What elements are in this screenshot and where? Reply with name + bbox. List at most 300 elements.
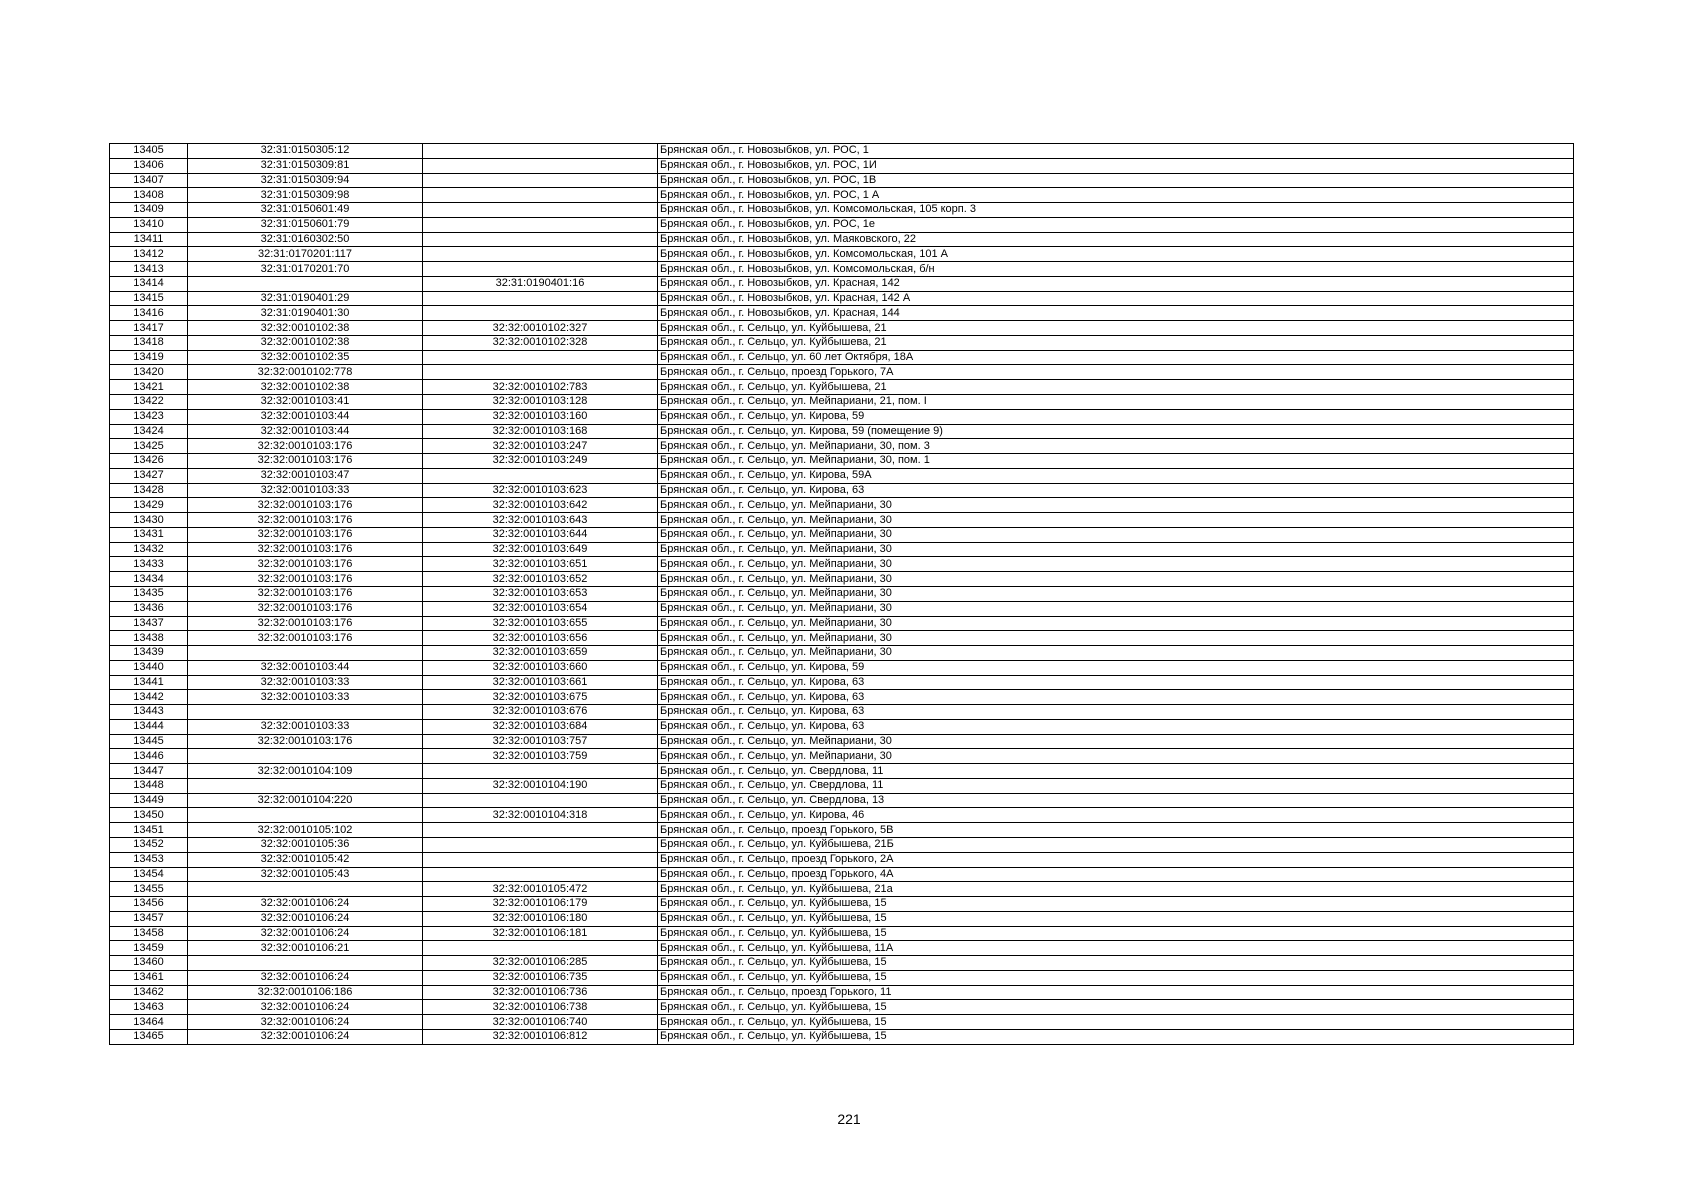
address-cell: Брянская обл., г. Сельцо, ул. Мейпариани, 30: [658, 498, 1574, 513]
land-cadastral-number-cell: 32:32:0010103:176: [188, 572, 423, 587]
object-cadastral-number-cell: 32:32:0010103:128: [423, 395, 658, 410]
object-cadastral-number-cell: 32:32:0010103:757: [423, 734, 658, 749]
object-cadastral-number-cell: [423, 823, 658, 838]
object-cadastral-number-cell: [423, 247, 658, 262]
address-cell: Брянская обл., г. Сельцо, ул. Куйбышева, 15: [658, 970, 1574, 985]
land-cadastral-number-cell: 32:31:0170201:117: [188, 247, 423, 262]
row-number-cell: 13453: [110, 852, 188, 867]
row-number-cell: 13408: [110, 188, 188, 203]
row-number-cell: 13448: [110, 778, 188, 793]
address-cell: Брянская обл., г. Сельцо, ул. Куйбышева, 21Б: [658, 837, 1574, 852]
object-cadastral-number-cell: [423, 350, 658, 365]
row-number-cell: 13413: [110, 262, 188, 277]
table-row: [110, 173, 1574, 188]
object-cadastral-number-cell: 32:32:0010103:655: [423, 616, 658, 631]
row-number-cell: 13439: [110, 646, 188, 661]
row-number-cell: 13465: [110, 1029, 188, 1044]
table-row: [110, 882, 1574, 897]
table-row: [110, 424, 1574, 439]
object-cadastral-number-cell: 32:32:0010103:642: [423, 498, 658, 513]
land-cadastral-number-cell: 32:31:0150601:49: [188, 203, 423, 218]
address-cell: Брянская обл., г. Сельцо, ул. Куйбышева, 15: [658, 1029, 1574, 1044]
address-cell: Брянская обл., г. Сельцо, ул. Мейпариани, 30: [658, 513, 1574, 528]
row-number-cell: 13458: [110, 926, 188, 941]
table-row: [110, 897, 1574, 912]
table-row: [110, 808, 1574, 823]
land-cadastral-number-cell: 32:31:0170201:70: [188, 262, 423, 277]
address-cell: Брянская обл., г. Новозыбков, ул. РОС, 1И: [658, 158, 1574, 173]
row-number-cell: 13463: [110, 1000, 188, 1015]
object-cadastral-number-cell: [423, 837, 658, 852]
table-row: [110, 365, 1574, 380]
row-number-cell: 13431: [110, 527, 188, 542]
row-number-cell: 13419: [110, 350, 188, 365]
row-number-cell: 13455: [110, 882, 188, 897]
table-row: [110, 527, 1574, 542]
object-cadastral-number-cell: [423, 158, 658, 173]
land-cadastral-number-cell: 32:32:0010103:44: [188, 409, 423, 424]
address-cell: Брянская обл., г. Сельцо, ул. Мейпариани, 30: [658, 749, 1574, 764]
address-cell: Брянская обл., г. Сельцо, ул. Мейпариани, 30, пом. 1: [658, 454, 1574, 469]
table-row: [110, 262, 1574, 277]
table-row: [110, 335, 1574, 350]
object-cadastral-number-cell: 32:32:0010103:675: [423, 690, 658, 705]
row-number-cell: 13450: [110, 808, 188, 823]
table-row: [110, 247, 1574, 262]
land-cadastral-number-cell: 32:32:0010103:176: [188, 454, 423, 469]
address-cell: Брянская обл., г. Сельцо, ул. Мейпариани, 30: [658, 557, 1574, 572]
row-number-cell: 13452: [110, 837, 188, 852]
address-cell: Брянская обл., г. Сельцо, ул. Кирова, 63: [658, 690, 1574, 705]
land-cadastral-number-cell: 32:32:0010106:24: [188, 1000, 423, 1015]
land-cadastral-number-cell: 32:31:0150309:98: [188, 188, 423, 203]
row-number-cell: 13457: [110, 911, 188, 926]
land-cadastral-number-cell: 32:32:0010103:33: [188, 719, 423, 734]
row-number-cell: 13456: [110, 897, 188, 912]
object-cadastral-number-cell: 32:32:0010103:168: [423, 424, 658, 439]
land-cadastral-number-cell: 32:31:0150309:94: [188, 173, 423, 188]
row-number-cell: 13422: [110, 395, 188, 410]
row-number-cell: 13451: [110, 823, 188, 838]
land-cadastral-number-cell: 32:32:0010106:24: [188, 1015, 423, 1030]
object-cadastral-number-cell: 32:32:0010103:644: [423, 527, 658, 542]
table-row: [110, 1015, 1574, 1030]
object-cadastral-number-cell: 32:32:0010106:180: [423, 911, 658, 926]
table-row: [110, 764, 1574, 779]
table-row: [110, 985, 1574, 1000]
land-cadastral-number-cell: 32:32:0010106:21: [188, 941, 423, 956]
land-cadastral-number-cell: 32:32:0010102:38: [188, 380, 423, 395]
address-cell: Брянская обл., г. Сельцо, ул. Куйбышева, 11А: [658, 941, 1574, 956]
address-cell: Брянская обл., г. Новозыбков, ул. Красная, 142 А: [658, 291, 1574, 306]
address-cell: Брянская обл., г. Новозыбков, ул. Красная, 144: [658, 306, 1574, 321]
row-number-cell: 13436: [110, 601, 188, 616]
land-cadastral-number-cell: 32:32:0010104:109: [188, 764, 423, 779]
land-cadastral-number-cell: 32:32:0010106:24: [188, 970, 423, 985]
table-row: [110, 498, 1574, 513]
address-cell: Брянская обл., г. Сельцо, ул. Куйбышева, 15: [658, 897, 1574, 912]
address-cell: Брянская обл., г. Новозыбков, ул. Комсомольская, б/н: [658, 262, 1574, 277]
row-number-cell: 13462: [110, 985, 188, 1000]
address-cell: Брянская обл., г. Новозыбков, ул. РОС, 1: [658, 144, 1574, 159]
land-cadastral-number-cell: 32:32:0010103:176: [188, 586, 423, 601]
row-number-cell: 13412: [110, 247, 188, 262]
address-cell: Брянская обл., г. Сельцо, ул. Куйбышева, 21: [658, 335, 1574, 350]
address-cell: Брянская обл., г. Сельцо, ул. Куйбышева, 21: [658, 380, 1574, 395]
land-cadastral-number-cell: 32:32:0010106:24: [188, 897, 423, 912]
row-number-cell: 13425: [110, 439, 188, 454]
address-cell: Брянская обл., г. Сельцо, ул. 60 лет Октября, 18А: [658, 350, 1574, 365]
row-number-cell: 13407: [110, 173, 188, 188]
object-cadastral-number-cell: 32:32:0010104:190: [423, 778, 658, 793]
land-cadastral-number-cell: 32:31:0190401:29: [188, 291, 423, 306]
land-cadastral-number-cell: 32:32:0010103:176: [188, 631, 423, 646]
cadastral-table: [109, 143, 1574, 1045]
address-cell: Брянская обл., г. Сельцо, ул. Мейпариани, 30: [658, 734, 1574, 749]
row-number-cell: 13415: [110, 291, 188, 306]
address-cell: Брянская обл., г. Сельцо, ул. Мейпариани, 30: [658, 616, 1574, 631]
table-row: [110, 1000, 1574, 1015]
address-cell: Брянская обл., г. Сельцо, ул. Мейпариани, 30, пом. 3: [658, 439, 1574, 454]
land-cadastral-number-cell: 32:32:0010103:176: [188, 557, 423, 572]
address-cell: Брянская обл., г. Сельцо, ул. Куйбышева, 15: [658, 926, 1574, 941]
land-cadastral-number-cell: 32:32:0010105:36: [188, 837, 423, 852]
object-cadastral-number-cell: [423, 188, 658, 203]
object-cadastral-number-cell: 32:32:0010106:285: [423, 956, 658, 971]
address-cell: Брянская обл., г. Новозыбков, ул. Маяковского, 22: [658, 232, 1574, 247]
address-cell: Брянская обл., г. Сельцо, ул. Кирова, 59А: [658, 468, 1574, 483]
row-number-cell: 13428: [110, 483, 188, 498]
table-row: [110, 144, 1574, 159]
object-cadastral-number-cell: [423, 262, 658, 277]
object-cadastral-number-cell: 32:32:0010103:660: [423, 660, 658, 675]
land-cadastral-number-cell: [188, 808, 423, 823]
table-row: [110, 823, 1574, 838]
row-number-cell: 13427: [110, 468, 188, 483]
table-row: [110, 276, 1574, 291]
table-row: [110, 586, 1574, 601]
land-cadastral-number-cell: 32:32:0010106:24: [188, 926, 423, 941]
object-cadastral-number-cell: 32:32:0010102:328: [423, 335, 658, 350]
land-cadastral-number-cell: 32:32:0010103:176: [188, 542, 423, 557]
object-cadastral-number-cell: [423, 764, 658, 779]
address-cell: Брянская обл., г. Новозыбков, ул. Красная, 142: [658, 276, 1574, 291]
row-number-cell: 13445: [110, 734, 188, 749]
table-row: [110, 616, 1574, 631]
row-number-cell: 13435: [110, 586, 188, 601]
object-cadastral-number-cell: 32:31:0190401:16: [423, 276, 658, 291]
object-cadastral-number-cell: 32:32:0010103:656: [423, 631, 658, 646]
table-row: [110, 926, 1574, 941]
table-row: [110, 705, 1574, 720]
object-cadastral-number-cell: [423, 203, 658, 218]
object-cadastral-number-cell: [423, 144, 658, 159]
table-row: [110, 557, 1574, 572]
table-row: [110, 380, 1574, 395]
object-cadastral-number-cell: 32:32:0010106:812: [423, 1029, 658, 1044]
address-cell: Брянская обл., г. Новозыбков, ул. Комсомольская, 105 корп. 3: [658, 203, 1574, 218]
row-number-cell: 13424: [110, 424, 188, 439]
land-cadastral-number-cell: 32:31:0150309:81: [188, 158, 423, 173]
address-cell: Брянская обл., г. Сельцо, ул. Кирова, 59: [658, 409, 1574, 424]
address-cell: Брянская обл., г. Сельцо, ул. Мейпариани, 30: [658, 527, 1574, 542]
land-cadastral-number-cell: [188, 646, 423, 661]
address-cell: Брянская обл., г. Сельцо, ул. Кирова, 46: [658, 808, 1574, 823]
table-row: [110, 941, 1574, 956]
table-row: [110, 542, 1574, 557]
row-number-cell: 13446: [110, 749, 188, 764]
object-cadastral-number-cell: [423, 217, 658, 232]
object-cadastral-number-cell: 32:32:0010103:160: [423, 409, 658, 424]
land-cadastral-number-cell: 32:32:0010106:186: [188, 985, 423, 1000]
table-row: [110, 867, 1574, 882]
object-cadastral-number-cell: [423, 793, 658, 808]
table-row: [110, 837, 1574, 852]
row-number-cell: 13443: [110, 705, 188, 720]
row-number-cell: 13421: [110, 380, 188, 395]
row-number-cell: 13432: [110, 542, 188, 557]
row-number-cell: 13460: [110, 956, 188, 971]
table-row: [110, 601, 1574, 616]
table-row: [110, 321, 1574, 336]
land-cadastral-number-cell: 32:32:0010103:176: [188, 616, 423, 631]
row-number-cell: 13429: [110, 498, 188, 513]
object-cadastral-number-cell: [423, 173, 658, 188]
address-cell: Брянская обл., г. Сельцо, проезд Горького, 5В: [658, 823, 1574, 838]
address-cell: Брянская обл., г. Сельцо, проезд Горького, 11: [658, 985, 1574, 1000]
address-cell: Брянская обл., г. Сельцо, ул. Мейпариани, 30: [658, 601, 1574, 616]
address-cell: Брянская обл., г. Сельцо, ул. Кирова, 63: [658, 483, 1574, 498]
address-cell: Брянская обл., г. Сельцо, ул. Мейпариани, 30: [658, 542, 1574, 557]
object-cadastral-number-cell: 32:32:0010103:653: [423, 586, 658, 601]
table-row: [110, 454, 1574, 469]
object-cadastral-number-cell: [423, 852, 658, 867]
address-cell: Брянская обл., г. Сельцо, проезд Горького, 7А: [658, 365, 1574, 380]
table-row: [110, 350, 1574, 365]
address-cell: Брянская обл., г. Сельцо, проезд Горького, 4А: [658, 867, 1574, 882]
table-row: [110, 232, 1574, 247]
address-cell: Брянская обл., г. Сельцо, ул. Кирова, 63: [658, 705, 1574, 720]
table-row: [110, 395, 1574, 410]
table-row: [110, 970, 1574, 985]
page-number: 221: [837, 1111, 861, 1127]
address-cell: Брянская обл., г. Сельцо, ул. Кирова, 59: [658, 660, 1574, 675]
table-row: [110, 719, 1574, 734]
address-cell: Брянская обл., г. Новозыбков, ул. РОС, 1е: [658, 217, 1574, 232]
land-cadastral-number-cell: 32:32:0010102:38: [188, 335, 423, 350]
address-cell: Брянская обл., г. Сельцо, проезд Горького, 2А: [658, 852, 1574, 867]
land-cadastral-number-cell: 32:32:0010103:44: [188, 424, 423, 439]
row-number-cell: 13464: [110, 1015, 188, 1030]
object-cadastral-number-cell: 32:32:0010106:735: [423, 970, 658, 985]
address-cell: Брянская обл., г. Сельцо, ул. Куйбышева, 15: [658, 1015, 1574, 1030]
row-number-cell: 13461: [110, 970, 188, 985]
row-number-cell: 13405: [110, 144, 188, 159]
table-row: [110, 852, 1574, 867]
land-cadastral-number-cell: [188, 882, 423, 897]
object-cadastral-number-cell: [423, 867, 658, 882]
row-number-cell: 13444: [110, 719, 188, 734]
table-row: [110, 690, 1574, 705]
land-cadastral-number-cell: 32:32:0010106:24: [188, 1029, 423, 1044]
object-cadastral-number-cell: [423, 291, 658, 306]
row-number-cell: 13442: [110, 690, 188, 705]
address-cell: Брянская обл., г. Сельцо, ул. Кирова, 59 (помещение 9): [658, 424, 1574, 439]
land-cadastral-number-cell: [188, 956, 423, 971]
table-row: [110, 660, 1574, 675]
land-cadastral-number-cell: [188, 276, 423, 291]
address-cell: Брянская обл., г. Новозыбков, ул. РОС, 1 А: [658, 188, 1574, 203]
table-row: [110, 291, 1574, 306]
land-cadastral-number-cell: 32:32:0010103:176: [188, 513, 423, 528]
land-cadastral-number-cell: 32:31:0160302:50: [188, 232, 423, 247]
object-cadastral-number-cell: 32:32:0010103:652: [423, 572, 658, 587]
object-cadastral-number-cell: 32:32:0010103:247: [423, 439, 658, 454]
address-cell: Брянская обл., г. Сельцо, ул. Свердлова, 11: [658, 764, 1574, 779]
land-cadastral-number-cell: 32:32:0010103:44: [188, 660, 423, 675]
object-cadastral-number-cell: 32:32:0010104:318: [423, 808, 658, 823]
object-cadastral-number-cell: 32:32:0010103:651: [423, 557, 658, 572]
address-cell: Брянская обл., г. Сельцо, ул. Куйбышева, 21: [658, 321, 1574, 336]
table-row: [110, 188, 1574, 203]
address-cell: Брянская обл., г. Сельцо, ул. Мейпариани, 30: [658, 586, 1574, 601]
address-cell: Брянская обл., г. Сельцо, ул. Мейпариани, 30: [658, 631, 1574, 646]
land-cadastral-number-cell: 32:32:0010103:47: [188, 468, 423, 483]
object-cadastral-number-cell: [423, 306, 658, 321]
land-cadastral-number-cell: [188, 778, 423, 793]
object-cadastral-number-cell: 32:32:0010103:659: [423, 646, 658, 661]
land-cadastral-number-cell: 32:32:0010103:33: [188, 675, 423, 690]
table-row: [110, 734, 1574, 749]
object-cadastral-number-cell: 32:32:0010103:649: [423, 542, 658, 557]
table-row: [110, 513, 1574, 528]
row-number-cell: 13406: [110, 158, 188, 173]
object-cadastral-number-cell: 32:32:0010106:179: [423, 897, 658, 912]
land-cadastral-number-cell: 32:32:0010105:42: [188, 852, 423, 867]
row-number-cell: 13417: [110, 321, 188, 336]
land-cadastral-number-cell: 32:32:0010104:220: [188, 793, 423, 808]
address-cell: Брянская обл., г. Сельцо, ул. Куйбышева, 21а: [658, 882, 1574, 897]
object-cadastral-number-cell: 32:32:0010103:249: [423, 454, 658, 469]
table-body: [110, 144, 1574, 1045]
row-number-cell: 13418: [110, 335, 188, 350]
object-cadastral-number-cell: 32:32:0010103:684: [423, 719, 658, 734]
row-number-cell: 13420: [110, 365, 188, 380]
table-row: [110, 439, 1574, 454]
object-cadastral-number-cell: 32:32:0010103:759: [423, 749, 658, 764]
object-cadastral-number-cell: [423, 365, 658, 380]
table-row: [110, 793, 1574, 808]
land-cadastral-number-cell: 32:32:0010103:33: [188, 483, 423, 498]
object-cadastral-number-cell: [423, 468, 658, 483]
table-row: [110, 911, 1574, 926]
address-cell: Брянская обл., г. Сельцо, ул. Мейпариани, 21, пом. I: [658, 395, 1574, 410]
address-cell: Брянская обл., г. Сельцо, ул. Кирова, 63: [658, 719, 1574, 734]
object-cadastral-number-cell: 32:32:0010103:676: [423, 705, 658, 720]
address-cell: Брянская обл., г. Сельцо, ул. Свердлова, 13: [658, 793, 1574, 808]
object-cadastral-number-cell: 32:32:0010106:738: [423, 1000, 658, 1015]
object-cadastral-number-cell: 32:32:0010102:327: [423, 321, 658, 336]
table-row: [110, 468, 1574, 483]
land-cadastral-number-cell: 32:32:0010102:35: [188, 350, 423, 365]
land-cadastral-number-cell: [188, 749, 423, 764]
land-cadastral-number-cell: 32:32:0010103:176: [188, 527, 423, 542]
row-number-cell: 13440: [110, 660, 188, 675]
address-cell: Брянская обл., г. Сельцо, ул. Куйбышева, 15: [658, 1000, 1574, 1015]
land-cadastral-number-cell: 32:32:0010103:176: [188, 734, 423, 749]
row-number-cell: 13437: [110, 616, 188, 631]
row-number-cell: 13414: [110, 276, 188, 291]
row-number-cell: 13434: [110, 572, 188, 587]
address-cell: Брянская обл., г. Новозыбков, ул. Комсомольская, 101 А: [658, 247, 1574, 262]
table-row: [110, 675, 1574, 690]
address-cell: Брянская обл., г. Сельцо, ул. Куйбышева, 15: [658, 956, 1574, 971]
object-cadastral-number-cell: 32:32:0010103:661: [423, 675, 658, 690]
row-number-cell: 13441: [110, 675, 188, 690]
land-cadastral-number-cell: 32:32:0010103:176: [188, 498, 423, 513]
table-row: [110, 1029, 1574, 1044]
address-cell: Брянская обл., г. Сельцо, ул. Мейпариани, 30: [658, 572, 1574, 587]
table-row: [110, 306, 1574, 321]
row-number-cell: 13454: [110, 867, 188, 882]
row-number-cell: 13449: [110, 793, 188, 808]
land-cadastral-number-cell: 32:32:0010103:176: [188, 439, 423, 454]
land-cadastral-number-cell: 32:32:0010103:33: [188, 690, 423, 705]
row-number-cell: 13433: [110, 557, 188, 572]
table-row: [110, 778, 1574, 793]
row-number-cell: 13459: [110, 941, 188, 956]
object-cadastral-number-cell: 32:32:0010106:181: [423, 926, 658, 941]
object-cadastral-number-cell: 32:32:0010103:623: [423, 483, 658, 498]
land-cadastral-number-cell: 32:32:0010102:38: [188, 321, 423, 336]
land-cadastral-number-cell: 32:31:0150601:79: [188, 217, 423, 232]
land-cadastral-number-cell: 32:31:0190401:30: [188, 306, 423, 321]
table-row: [110, 749, 1574, 764]
row-number-cell: 13410: [110, 217, 188, 232]
address-cell: Брянская обл., г. Новозыбков, ул. РОС, 1В: [658, 173, 1574, 188]
object-cadastral-number-cell: 32:32:0010102:783: [423, 380, 658, 395]
object-cadastral-number-cell: 32:32:0010105:472: [423, 882, 658, 897]
row-number-cell: 13411: [110, 232, 188, 247]
table-row: [110, 483, 1574, 498]
table-row: [110, 572, 1574, 587]
land-cadastral-number-cell: 32:32:0010103:176: [188, 601, 423, 616]
table-row: [110, 409, 1574, 424]
row-number-cell: 13426: [110, 454, 188, 469]
object-cadastral-number-cell: 32:32:0010106:740: [423, 1015, 658, 1030]
land-cadastral-number-cell: 32:32:0010105:102: [188, 823, 423, 838]
row-number-cell: 13430: [110, 513, 188, 528]
table-row: [110, 158, 1574, 173]
table-row: [110, 631, 1574, 646]
row-number-cell: 13438: [110, 631, 188, 646]
table-row: [110, 203, 1574, 218]
object-cadastral-number-cell: 32:32:0010103:643: [423, 513, 658, 528]
row-number-cell: 13416: [110, 306, 188, 321]
address-cell: Брянская обл., г. Сельцо, ул. Кирова, 63: [658, 675, 1574, 690]
table-row: [110, 217, 1574, 232]
row-number-cell: 13423: [110, 409, 188, 424]
object-cadastral-number-cell: [423, 941, 658, 956]
address-cell: Брянская обл., г. Сельцо, ул. Мейпариани, 30: [658, 646, 1574, 661]
object-cadastral-number-cell: 32:32:0010106:736: [423, 985, 658, 1000]
address-cell: Брянская обл., г. Сельцо, ул. Свердлова, 11: [658, 778, 1574, 793]
land-cadastral-number-cell: 32:32:0010106:24: [188, 911, 423, 926]
land-cadastral-number-cell: 32:32:0010105:43: [188, 867, 423, 882]
table-row: [110, 956, 1574, 971]
row-number-cell: 13409: [110, 203, 188, 218]
row-number-cell: 13447: [110, 764, 188, 779]
